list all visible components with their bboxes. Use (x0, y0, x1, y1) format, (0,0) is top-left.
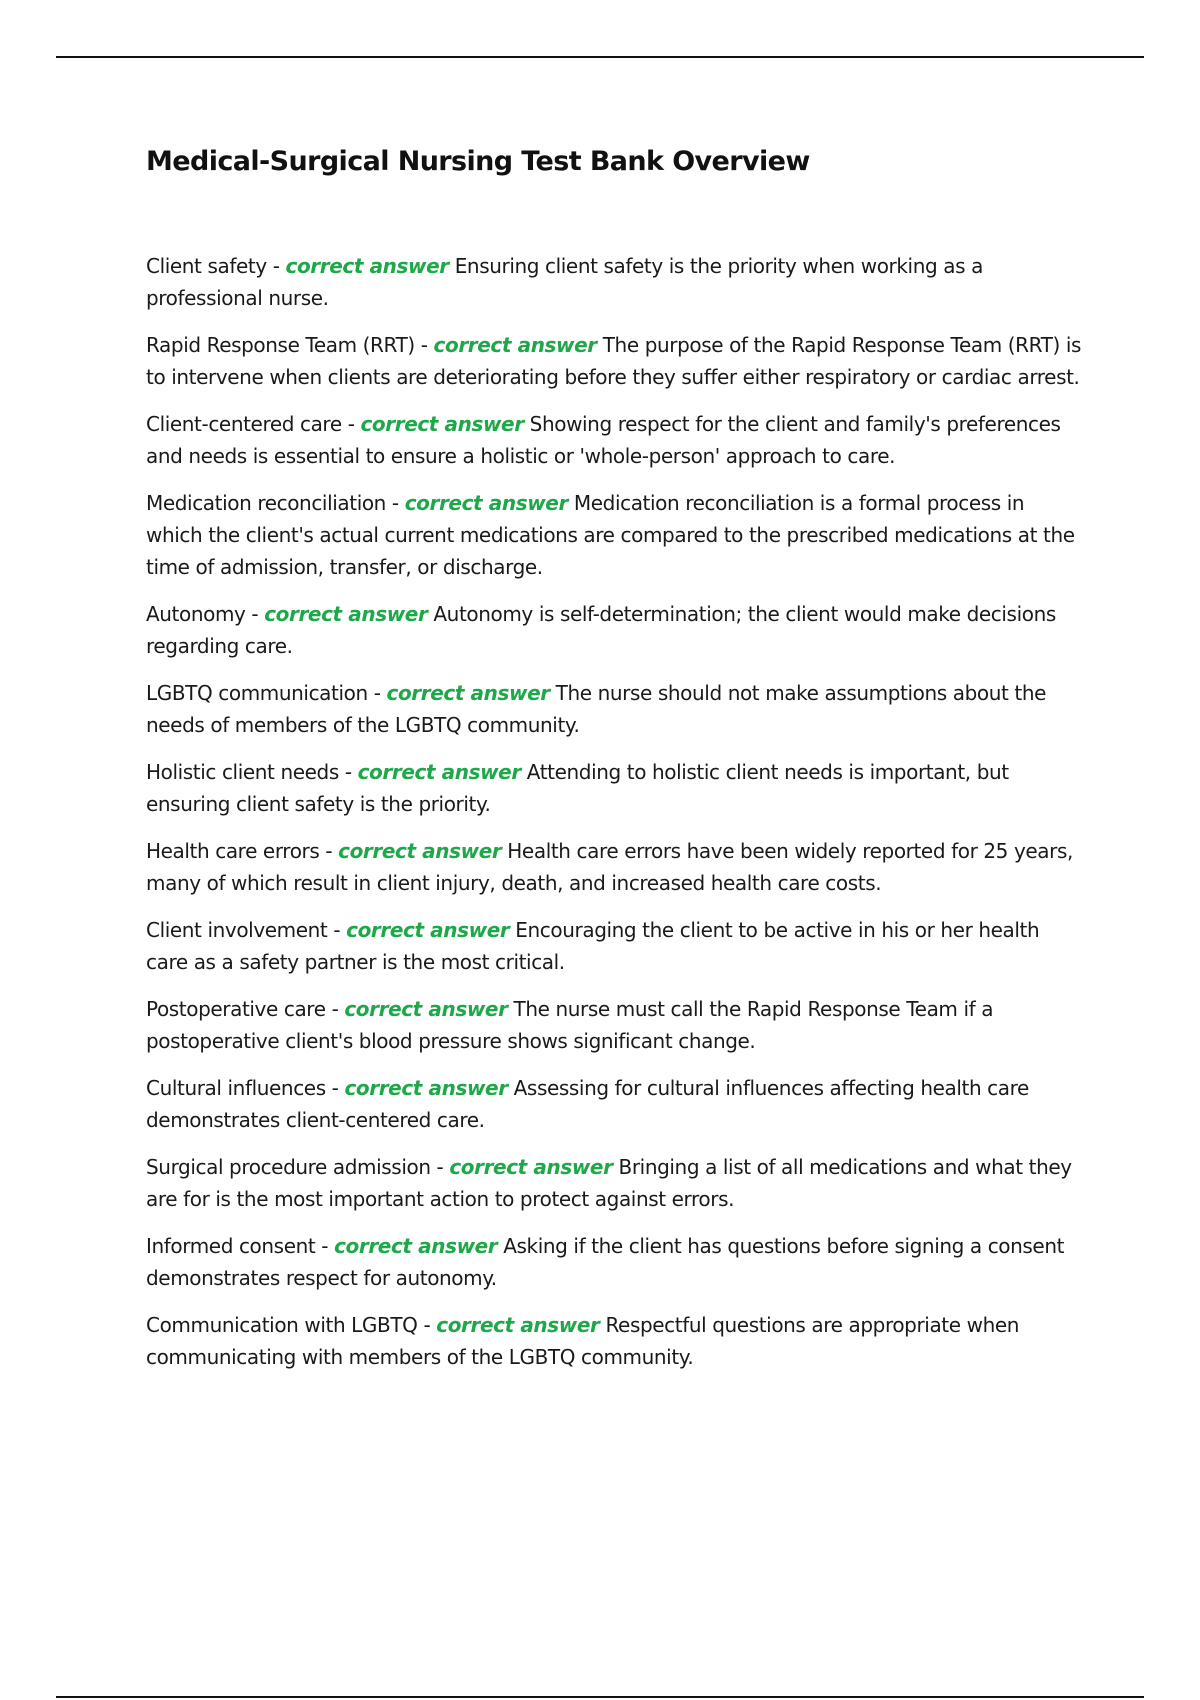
entry-separator: - (338, 760, 358, 784)
entry-separator: - (367, 681, 387, 705)
entry-answer: The nurse must call the Rapid Response Team if a postoperative client's blood pressure shows significant change. (146, 997, 994, 1053)
correct-answer-tag: correct answer (386, 681, 550, 705)
entry-separator: - (315, 1234, 335, 1258)
entry-separator: - (385, 491, 405, 515)
correct-answer-tag: correct answer (285, 254, 449, 278)
entry-answer: Asking if the client has questions before signing a consent demonstrates respect for autonomy. (146, 1234, 1065, 1290)
entry-answer: Respectful questions are appropriate when communicating with members of the LGBTQ community. (146, 1313, 1020, 1369)
qa-entry-client-involvement (146, 914, 1086, 978)
qa-entry-health-care-errors (146, 835, 1086, 899)
entry-term: Surgical procedure admission (146, 1155, 431, 1179)
entry-term: LGBTQ communication (146, 681, 368, 705)
qa-entry-communication-with-lgbtq (146, 1309, 1086, 1373)
entry-term: Communication with LGBTQ (146, 1313, 418, 1337)
entry-term: Autonomy (146, 602, 246, 626)
entry-separator: - (341, 412, 361, 436)
correct-answer-tag: correct answer (436, 1313, 600, 1337)
entry-separator: - (327, 918, 347, 942)
entry-term: Medication reconciliation (146, 491, 386, 515)
top-rule (56, 56, 1144, 58)
qa-entry-rapid-response-team (146, 329, 1086, 393)
qa-entry-informed-consent (146, 1230, 1086, 1294)
qa-entry-client-centered-care (146, 408, 1086, 472)
qa-entry-postoperative-care (146, 993, 1086, 1057)
correct-answer-tag: correct answer (449, 1155, 613, 1179)
entry-answer: Assessing for cultural influences affecting health care demonstrates client-centered care. (146, 1076, 1029, 1132)
entry-term: Holistic client needs (146, 760, 339, 784)
entry-answer: Attending to holistic client needs is important, but ensuring client safety is the priority. (146, 760, 1009, 816)
entry-separator: - (266, 254, 286, 278)
qa-entry-client-safety (146, 250, 1086, 314)
entry-answer: Health care errors have been widely reported for 25 years, many of which result in client injury, death, and increased health care costs. (146, 839, 1073, 895)
qa-entry-cultural-influences (146, 1072, 1086, 1136)
entry-term: Client safety (146, 254, 267, 278)
entry-separator: - (414, 333, 434, 357)
document-title: Medical-Surgical Nursing Test Bank Overview (146, 146, 810, 177)
qa-list (146, 250, 1086, 1388)
entry-separator: - (325, 1076, 345, 1100)
entry-answer: The purpose of the Rapid Response Team (RRT) is to intervene when clients are deteriorating before they suffer either respiratory or cardiac arrest. (146, 333, 1082, 389)
correct-answer-tag: correct answer (346, 918, 510, 942)
entry-answer: Medication reconciliation is a formal process in which the client's actual current medications are compared to the prescribed medications at the time of admission, transfer, or discharge. (146, 491, 1075, 579)
qa-entry-holistic-client-needs (146, 756, 1086, 820)
entry-answer: The nurse should not make assumptions about the needs of members of the LGBTQ community. (146, 681, 1047, 737)
entry-separator: - (417, 1313, 437, 1337)
correct-answer-tag: correct answer (404, 491, 568, 515)
entry-term: Health care errors (146, 839, 320, 863)
correct-answer-tag: correct answer (433, 333, 597, 357)
qa-entry-medication-reconciliation (146, 487, 1086, 583)
entry-separator: - (319, 839, 339, 863)
bottom-rule (56, 1696, 1144, 1698)
entry-answer: Showing respect for the client and family's preferences and needs is essential to ensure a holistic or 'whole-person' approach to care. (146, 412, 1061, 468)
entry-separator: - (325, 997, 345, 1021)
entry-answer: Ensuring client safety is the priority when working as a professional nurse. (146, 254, 983, 310)
correct-answer-tag: correct answer (357, 760, 521, 784)
qa-entry-autonomy (146, 598, 1086, 662)
correct-answer-tag: correct answer (264, 602, 428, 626)
entry-answer: Encouraging the client to be active in his or her health care as a safety partner is the most critical. (146, 918, 1040, 974)
entry-separator: - (430, 1155, 450, 1179)
qa-entry-lgbtq-communication (146, 677, 1086, 741)
entry-term: Informed consent (146, 1234, 316, 1258)
entry-answer: Bringing a list of all medications and what they are for is the most important action to protect against errors. (146, 1155, 1072, 1211)
correct-answer-tag: correct answer (338, 839, 502, 863)
entry-term: Postoperative care (146, 997, 326, 1021)
entry-separator: - (245, 602, 265, 626)
correct-answer-tag: correct answer (344, 1076, 508, 1100)
correct-answer-tag: correct answer (344, 997, 508, 1021)
entry-term: Rapid Response Team (RRT) (146, 333, 415, 357)
entry-answer: Autonomy is self-determination; the client would make decisions regarding care. (146, 602, 1056, 658)
qa-entry-surgical-procedure-admission (146, 1151, 1086, 1215)
correct-answer-tag: correct answer (360, 412, 524, 436)
entry-term: Client-centered care (146, 412, 342, 436)
entry-term: Cultural influences (146, 1076, 326, 1100)
correct-answer-tag: correct answer (334, 1234, 498, 1258)
entry-term: Client involvement (146, 918, 328, 942)
